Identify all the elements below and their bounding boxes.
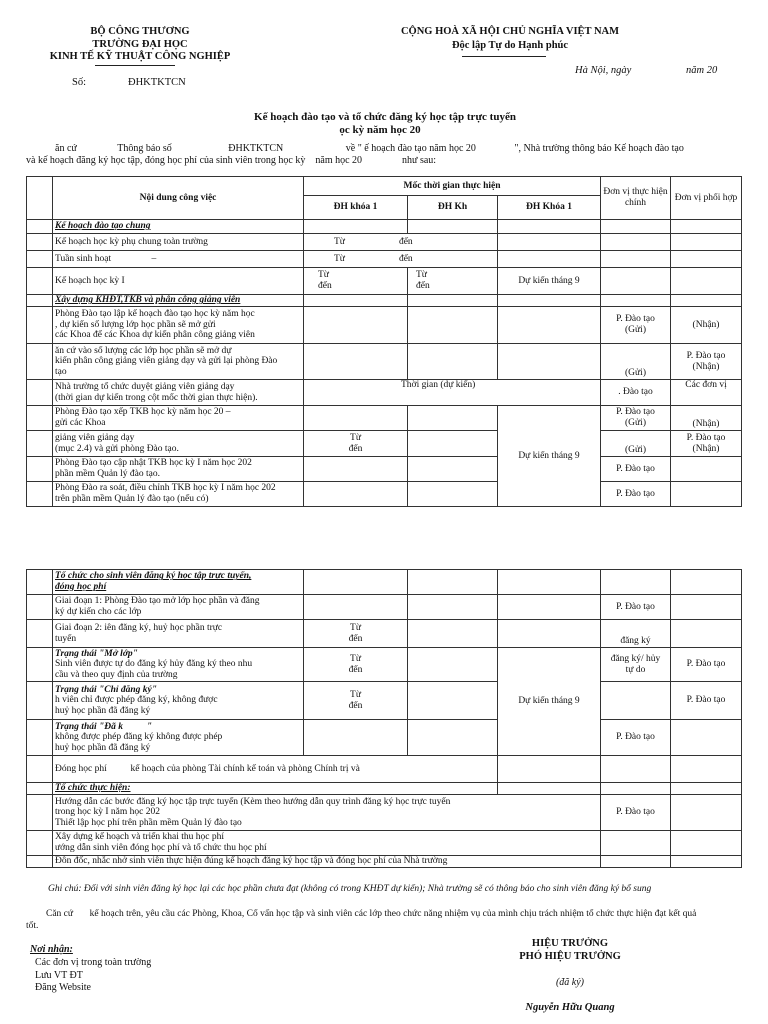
ministry-name: BỘ CÔNG THƯƠNG bbox=[90, 26, 190, 37]
table-row: giảng viên giảng dạy (mục 2.4) và gửi phòng Đào tạo. bbox=[53, 431, 304, 457]
list-item: Đăng Website bbox=[30, 982, 91, 993]
note: Ghi chú: Đối với sinh viên đăng ký học lại các học phần chưa đạt (không có trong KHĐT dự kiến); Nhà trường sẽ có thông báo cho sinh viên đăng ký bổ sung bbox=[48, 884, 652, 894]
table-row: Trạng thái "Đã k " không được phép đăng ký không được phép huỷ học phần đã đăng ký bbox=[53, 720, 304, 756]
table-row: ăn cứ vào số lượng các lớp học phần sẽ mở dự kiến phân công giảng viên giảng dạy và gửi lại phòng Đào tạo bbox=[53, 344, 304, 380]
school-name-2: KINH TẾ KỸ THUẬT CÔNG NGHIỆP bbox=[49, 51, 231, 63]
table-row: Kế hoạch học kỳ phụ chung toàn trường bbox=[53, 234, 304, 251]
intro-line-1 bbox=[55, 143, 755, 155]
list-item: Lưu VT ĐT bbox=[30, 969, 83, 981]
expected-sept-3: Dự kiến tháng 9 bbox=[498, 648, 601, 756]
closing-line-1: Căn cứ kế hoạch trên, yêu cầu các Phòng, Khoa, Cố vấn học tập và sinh viên các lớp theo chức năng nhiệm vụ của mình chịu trách nhiệm tổ chức thực hiện đạt kết quả bbox=[46, 909, 697, 919]
expected-sept-2: Dự kiến tháng 9 bbox=[498, 406, 601, 507]
table-row: Đôn đốc, nhắc nhở sinh viên thực hiện đúng kế hoạch đăng ký học tập và đóng học phí của Nhà trường bbox=[53, 856, 601, 868]
plan-table-2: Tổ chức cho sinh viên đăng ký học tập trực tuyến, đóng học phí Giai đoạn 1: Phòng Đào tạo mở lớp học phần và đăng ký dự kiến cho các lớp P. Đào tạo Giai đoạn 2: iên đăng ký, huỷ học phần trực tuyến Từ đến đăng ký Trạng thái "Mở lớp" Sinh viên được tự do đăng ký hủy đăng ký theo nhu cầu và theo quy định của trường Từ đến Dự kiến tháng 9 đăng ký/ hủy tự do P. Đào tạo Trạng thái "Chỉ đăng ký" h viên chỉ được phép đăng ký, không được huỷ học phần đã đăng ký Từ đến P. Đào tạo Trạng thái "Đã k " không được phép đăng ký không được phép huỷ học phần đã đăng ký P. Đào tạo Đóng học phí kế hoạch của phòng Tài chính kế toán và phòng Chính trị và Tổ chức thực hiện: Hướng dẫn các bước đăng ký học tập trực tuyến (Kèm theo hướng dẫn quy trình đăng ký học trực tuyến trong học kỳ I năm học 202 Thiết lập học phí trên phần mềm Quản lý đào tạo P. Đào tạo Xây dựng kế hoạch và triển khai thu học phí ướng dẫn sinh viên đóng học phí và tổ chức thu học phí Đôn đốc, nhắc nhở sinh viên thực hiện đúng kế hoạch đăng ký học tập và đóng học phí của Nhà trường bbox=[26, 569, 742, 868]
col-blank bbox=[27, 177, 53, 220]
closing-line-2: tốt. bbox=[26, 921, 39, 931]
list-item: Các đơn vị trong toàn trường bbox=[30, 957, 152, 968]
table-row: Phòng Đào ra soát, điều chỉnh TKB học kỳ I năm học 202 trên phần mềm Quản lý đào tạo (nếu có) bbox=[53, 482, 304, 507]
table-row: Giai đoạn 1: Phòng Đào tạo mở lớp học phần và đăng ký dự kiến cho các lớp bbox=[53, 595, 304, 620]
intro-part-e: ", Nhà trường thông báo Kế hoạch đào tạo bbox=[514, 143, 684, 154]
col-header-dh-khoa-1b: ĐH Khóa 1 bbox=[498, 196, 601, 220]
section-implementation: Tổ chức thực hiện: bbox=[53, 783, 498, 795]
col-header-timeline: Mốc thời gian thực hiện bbox=[304, 177, 601, 196]
signed-mark: (đã ký) bbox=[555, 977, 585, 988]
table-row: Trạng thái "Mở lớp" Sinh viên được tự do đăng ký hủy đăng ký theo nhu cầu và theo quy định của trường bbox=[53, 648, 304, 682]
table-row: Phòng Đào tạo lập kế hoạch đào tạo học kỳ năm học , dự kiến số lượng lớp học phần sẽ mở gửi các Khoa để các Khoa dự kiến phân công giảng viên bbox=[53, 307, 304, 344]
col-header-content: Nội dung công việc bbox=[53, 177, 304, 220]
place-date: Hà Nội, ngày bbox=[575, 65, 632, 76]
header-left-rule bbox=[95, 65, 175, 66]
ministry-block bbox=[40, 26, 240, 64]
section-registration: Tổ chức cho sinh viên đăng ký học tập trực tuyến, đóng học phí bbox=[53, 570, 304, 595]
year: năm 20 bbox=[686, 65, 718, 76]
table-row: Hướng dẫn các bước đăng ký học tập trực tuyến (Kèm theo hướng dẫn quy trình đăng ký học trực tuyến trong học kỳ I năm học 202 Thiết lập học phí trên phần mềm Quản lý đào tạo bbox=[53, 795, 601, 831]
expected-sept-1: Dự kiến tháng 9 bbox=[498, 268, 601, 295]
intro-part-a: ăn cứ bbox=[55, 143, 77, 154]
table-row: Kế hoạch học kỳ I bbox=[53, 268, 304, 295]
table-row: Phòng Đào tạo cập nhật TKB học kỳ I năm học 202 phần mềm Quản lý đào tạo. bbox=[53, 457, 304, 482]
country-title: CỘNG HOÀ XÃ HỘI CHỦ NGHĨA VIỆT NAM bbox=[400, 26, 620, 37]
table-row: Phòng Đào tạo xếp TKB học kỳ năm học 20 – gửi các Khoa bbox=[53, 406, 304, 431]
col-header-dh-kh: ĐH Kh bbox=[408, 196, 498, 220]
table-row: Xây dựng kế hoạch và triển khai thu học phí ướng dẫn sinh viên đóng học phí và tổ chức thu học phí bbox=[53, 831, 601, 856]
header-right-rule bbox=[462, 56, 546, 57]
table-row: Đóng học phí kế hoạch của phòng Tài chính kế toán và phòng Chính trị và bbox=[53, 756, 498, 783]
doc-title: Kế hoạch đào tạo và tổ chức đăng ký học tập trực tuyến bbox=[254, 111, 516, 123]
school-name-1: TRƯỜNG ĐẠI HỌC bbox=[92, 38, 188, 50]
col-header-coop-unit: Đơn vị phối hợp bbox=[671, 177, 742, 220]
col-header-dh-khoa-1a: ĐH khóa 1 bbox=[304, 196, 408, 220]
doc-number-code: ĐHKTKTCN bbox=[128, 77, 186, 88]
recipients-title: Nơi nhận: bbox=[30, 944, 73, 955]
intro-line-2: và kế hoạch đăng ký học tập, đóng học phí của sinh viên trong học kỳ năm học 20 như sau: bbox=[26, 155, 437, 166]
section-general-plan: Kế hoạch đào tạo chung bbox=[53, 220, 304, 234]
col-header-main-unit: Đơn vị thực hiện chính bbox=[601, 177, 671, 220]
table-row: Tuần sinh hoạt – bbox=[53, 251, 304, 268]
doc-number-label: Số: bbox=[72, 77, 87, 88]
signer-title-2: PHÓ HIỆU TRƯỞNG bbox=[519, 951, 621, 962]
motto: Độc lập Tự do Hạnh phúc bbox=[451, 40, 569, 51]
doc-subtitle: ọc kỳ năm học 20 bbox=[339, 124, 421, 136]
signer-name: Nguyễn Hữu Quang bbox=[525, 1002, 615, 1013]
intro-part-b: Thông báo số bbox=[117, 143, 172, 154]
intro-part-d: về " ế hoạch đào tạo năm học 20 bbox=[345, 143, 476, 154]
signer-title-1: HIỆU TRƯỞNG bbox=[531, 938, 609, 949]
plan-table-1: Nội dung công việc Mốc thời gian thực hiện Đơn vị thực hiện chính Đơn vị phối hợp ĐH khóa 1 ĐH Kh ĐH Khóa 1 Kế hoạch đào tạo chung Kế hoạch học kỳ phụ chung toàn trường Từ đến Tuần sinh hoạt – Từ đến Kế hoạch học kỳ I Từ đến Từ đến Dự kiến tháng 9 Xây dựng KHĐT,TKB và phân công giảng viên Phòng Đào tạo lập kế hoạch đào tạo học kỳ năm học , dự kiến số lượng lớp học phần sẽ mở gửi các Khoa để các Khoa dự kiến phân công giảng viên P. Đào tạo (Gửi) (Nhận) ăn cứ vào số lượng các lớp học phần sẽ mở dự kiến phân công giảng viên giảng dạy và gửi lại phòng Đào tạo (Gửi) P. Đào tạo (Nhận) Nhà trường tổ chức duyệt giảng viên giảng dạy (thời gian dự kiến trong cột mốc thời gian thực hiện). Thời gian (dự kiến) . Đào tạo Các đơn vị Phòng Đào tạo xếp TKB học kỳ năm học 20 – gửi các Khoa Dự kiến tháng 9 P. Đào tạo (Gửi) (Nhận) giảng viên giảng dạy (mục 2.4) và gửi phòng Đào tạo. Từ đến (Gửi) P. Đào tạo (Nhận) Phòng Đào tạo cập nhật TKB học kỳ I năm học 202 phần mềm Quản lý đào tạo. P. Đào tạo Phòng Đào ra soát, điều chỉnh TKB học kỳ I năm học 202 trên phần mềm Quản lý đào tạo (nếu có) P. Đào tạo bbox=[26, 176, 742, 507]
intro-part-c: ĐHKTKTCN bbox=[228, 143, 284, 154]
table-row: Giai đoạn 2: iên đăng ký, huỷ học phần trực tuyến bbox=[53, 620, 304, 648]
section-build-schedule: Xây dựng KHĐT,TKB và phân công giảng viên bbox=[53, 295, 304, 307]
table-row: Trạng thái "Chỉ đăng ký" h viên chỉ được phép đăng ký, không được huỷ học phần đã đăng ký bbox=[53, 682, 304, 720]
recipients-list bbox=[30, 957, 151, 995]
table-row: Nhà trường tổ chức duyệt giảng viên giảng dạy (thời gian dự kiến trong cột mốc thời gian thực hiện). bbox=[53, 380, 304, 406]
